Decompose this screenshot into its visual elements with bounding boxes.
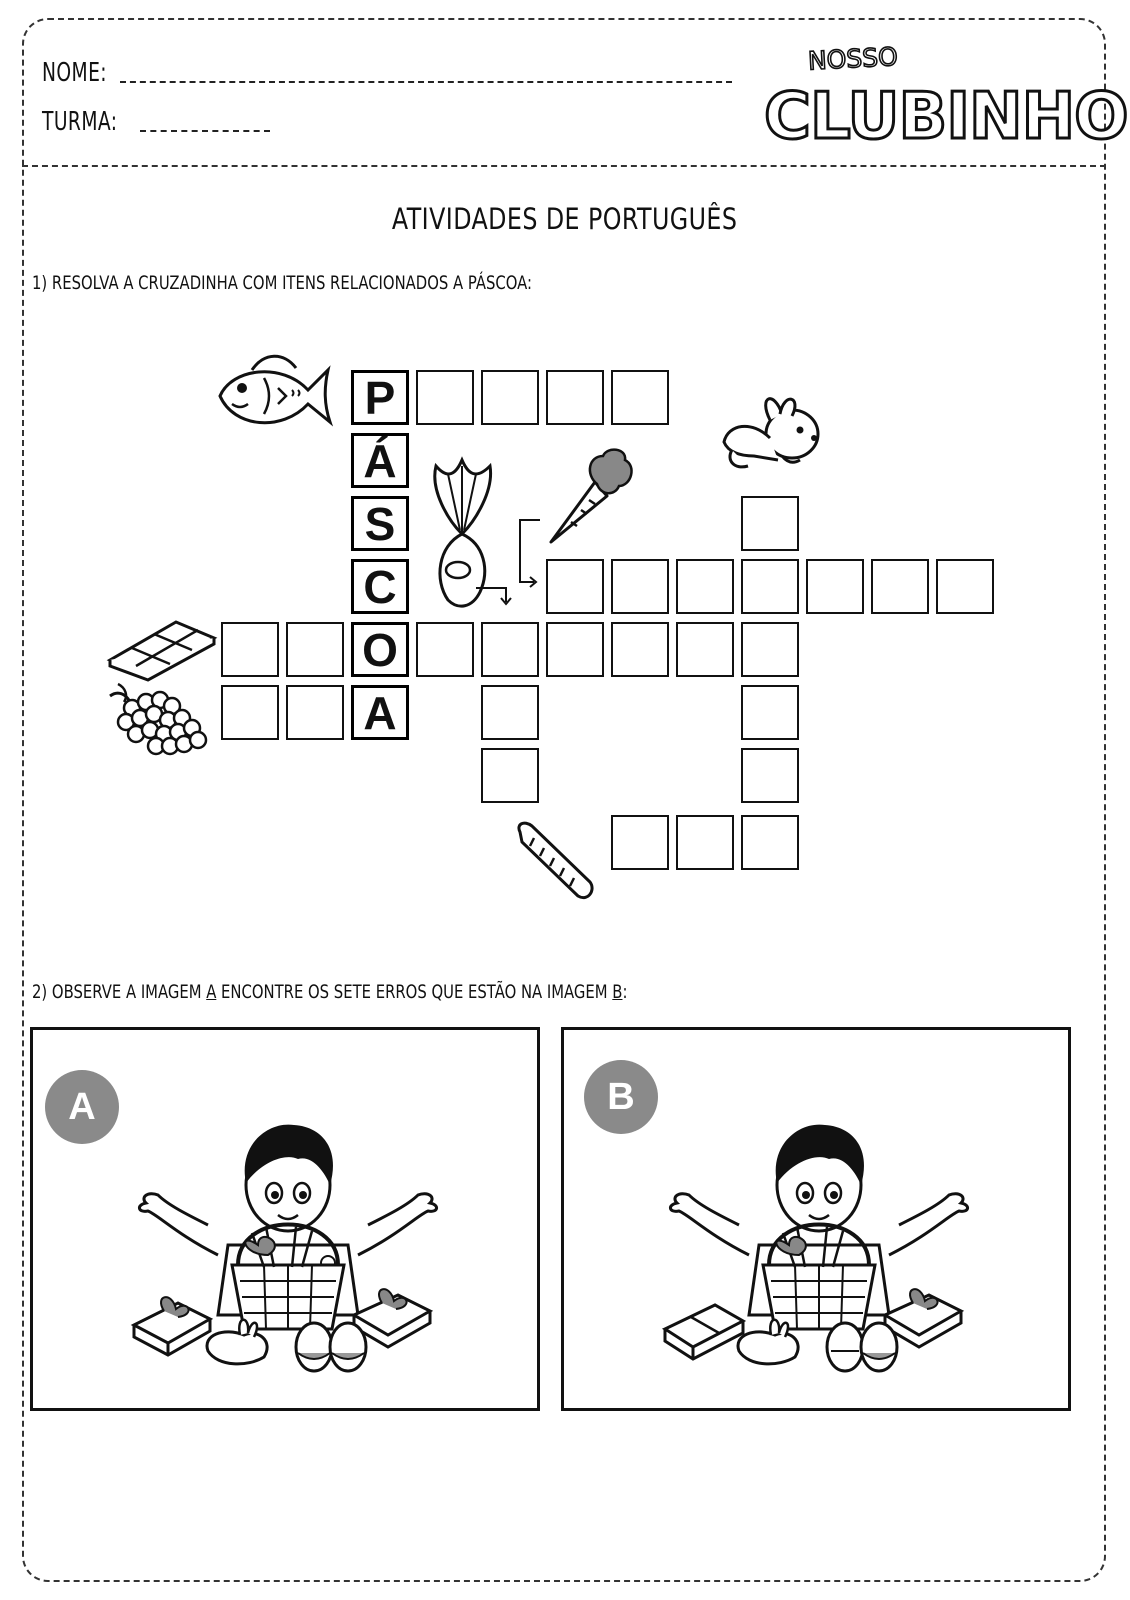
name-label: NOME: <box>42 58 107 88</box>
boy-with-easter-basket-illustration <box>128 1115 448 1375</box>
key-letter: A <box>363 686 397 739</box>
crossword-cell[interactable] <box>871 559 929 614</box>
arrow-connector <box>474 516 548 608</box>
svg-text:NOSSO: NOSSO <box>807 41 899 76</box>
bread-icon <box>514 820 598 904</box>
image-panel-b <box>561 1027 1071 1411</box>
crossword-cell[interactable] <box>936 559 994 614</box>
fish-icon <box>212 348 336 442</box>
crossword-cell[interactable] <box>676 815 734 870</box>
boy-with-easter-basket-illustration <box>659 1115 979 1375</box>
crossword-cell[interactable] <box>481 748 539 803</box>
class-label: TURMA: <box>42 107 118 137</box>
crossword-cell[interactable] <box>546 622 604 677</box>
crossword-cell[interactable] <box>611 370 669 425</box>
crossword-cell[interactable] <box>806 559 864 614</box>
chocolate-bar-icon <box>106 618 218 678</box>
key-cell <box>351 433 409 488</box>
question-2: 2) OBSERVE A IMAGEM A ENCONTRE OS SETE ERROS QUE ESTÃO NA IMAGEM B: <box>32 981 628 1003</box>
key-letter: O <box>362 623 398 676</box>
key-cell <box>351 685 409 740</box>
crossword-cell[interactable] <box>416 622 474 677</box>
crossword-cell[interactable] <box>741 559 799 614</box>
crossword-cell[interactable] <box>741 815 799 870</box>
crossword-cell[interactable] <box>221 685 279 740</box>
crossword-cell[interactable] <box>611 559 669 614</box>
crossword-cell[interactable] <box>546 559 604 614</box>
crossword-cell[interactable] <box>481 622 539 677</box>
key-letter: Á <box>363 434 397 487</box>
crossword-cell[interactable] <box>286 622 344 677</box>
image-panel-a <box>30 1027 540 1411</box>
key-cell <box>351 559 409 614</box>
svg-text:CLUBINHO: CLUBINHO <box>764 80 1128 154</box>
key-cell <box>351 370 409 425</box>
crossword-cell[interactable] <box>286 685 344 740</box>
key-letter: C <box>363 560 397 613</box>
crossword-cell[interactable] <box>611 622 669 677</box>
crossword-cell[interactable] <box>481 370 539 425</box>
class-field[interactable] <box>140 130 270 132</box>
crossword-cell[interactable] <box>416 370 474 425</box>
rabbit-icon <box>718 390 824 474</box>
crossword-cell[interactable] <box>741 685 799 740</box>
key-cell <box>351 622 409 677</box>
panel-badge: B <box>584 1060 658 1134</box>
crossword-cell[interactable] <box>676 622 734 677</box>
crossword-cell[interactable] <box>611 815 669 870</box>
question-1: 1) RESOLVA A CRUZADINHA COM ITENS RELACIONADOS A PÁSCOA: <box>32 272 533 294</box>
name-field[interactable] <box>120 81 732 83</box>
crossword-cell[interactable] <box>481 685 539 740</box>
header-divider <box>22 165 1106 167</box>
key-cell <box>351 496 409 551</box>
crossword-cell[interactable] <box>741 748 799 803</box>
carrot-icon <box>545 446 635 546</box>
panel-badge: A <box>45 1070 119 1144</box>
crossword-cell[interactable] <box>221 622 279 677</box>
crossword-cell[interactable] <box>741 622 799 677</box>
logo <box>760 40 1128 160</box>
crossword-cell[interactable] <box>676 559 734 614</box>
crossword-cell[interactable] <box>741 496 799 551</box>
page-title: ATIVIDADES DE PORTUGUÊS <box>392 202 738 236</box>
key-letter: S <box>364 497 396 550</box>
crossword-cell[interactable] <box>546 370 604 425</box>
key-letter: P <box>364 371 396 424</box>
grapes-icon <box>108 680 212 756</box>
